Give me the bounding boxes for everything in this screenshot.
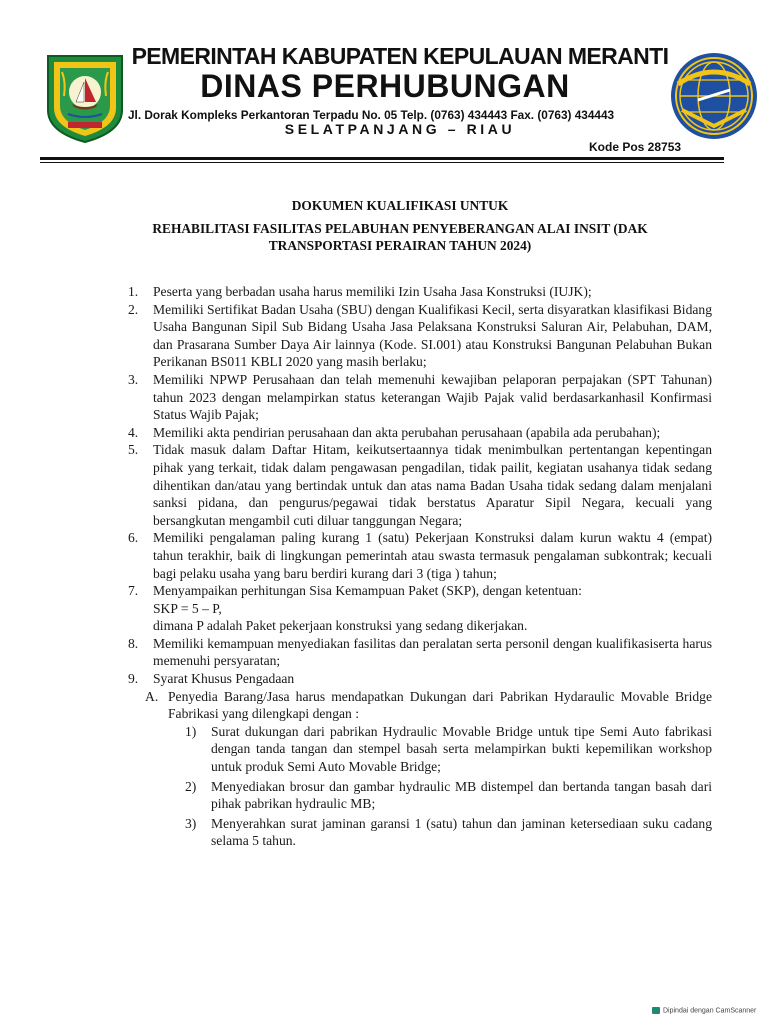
point-text: Surat dukungan dari pabrikan Hydraulic Movable Bridge untuk tipe Semi Auto fabrikasi dengan tanda tangan dan stempel basah serta melampirkan bukti kepemilikan workshop untuk produk Semi Auto Movable Bridge;	[211, 723, 712, 775]
list-item	[128, 371, 712, 424]
point-number: 1)	[185, 723, 197, 739]
list-item	[128, 529, 712, 582]
point-text: Menyediakan brosur dan gambar hydraulic MB distempel dan bertanda tangan basah dari pihak pabrikan hydraulic MB;	[211, 778, 712, 812]
letterhead-postal-code: Kode Pos 28753	[589, 140, 682, 154]
special-points	[168, 723, 712, 850]
item-text: Menyampaikan perhitungan Sisa Kemampuan Paket (SKP), dengan ketentuan:	[153, 583, 582, 599]
item-text: Tidak masuk dalam Daftar Hitam, keikutsertaannya tidak menimbulkan pertentangan kepentingan pihak yang terkait, tidak dalam pengawasan pengadilan, tidak pailit, kegiatan usahanya tidak sedang dihentikan dan/atau yang bertindak untuk dan atas nama Badan Usaha tidak sedang dalam menjalani sanksi pidana, dan pengurus/pegawai tidak berstatus Aparatur Sipil Negara, kecuali yang bersangkutan mengambil cuti diluar tanggungan Negara;	[153, 442, 712, 528]
letterhead-address: Jl. Dorak Kompleks Perkantoran Terpadu No. 05 Telp. (0763) 434443 Fax. (0763) 434443	[128, 108, 615, 122]
scanner-watermark	[652, 1007, 756, 1014]
item-number: 3.	[128, 371, 139, 387]
skp-formula: SKP = 5 – P,	[153, 600, 222, 616]
item-text: Peserta yang berbadan usaha harus memiliki Izin Usaha Jasa Konstruksi (IUJK);	[153, 284, 592, 299]
requirements-list	[128, 283, 712, 852]
list-item	[128, 441, 712, 529]
list-item	[128, 670, 712, 688]
point-text: Menyerahkan surat jaminan garansi 1 (satu) tahun dan jaminan ketersediaan suku cadang selama 5 tahun.	[211, 815, 712, 849]
letterhead-divider-thin	[40, 162, 724, 163]
watermark-text: Dipindai dengan CamScanner	[663, 1007, 757, 1015]
item-number: 1.	[128, 284, 139, 299]
special-point	[185, 723, 712, 776]
item-number: 9.	[128, 671, 139, 687]
sub-item-text: Penyedia Barang/Jasa harus mendapatkan Dukungan dari Pabrikan Hydaraulic Movable Bridge Fabrikasi yang dilengkapi dengan :	[168, 688, 712, 722]
special-point	[185, 778, 712, 813]
item-number: 4.	[128, 424, 139, 440]
item-text: Syarat Khusus Pengadaan	[153, 671, 295, 687]
camscanner-icon	[652, 1007, 660, 1014]
letterhead-government-name: PEMERINTAH KABUPATEN KEPULAUAN MERANTI	[131, 43, 669, 69]
document-subtitle-line1: REHABILITASI FASILITAS PELABUHAN PENYEBERANGAN ALAI INSIT (DAK	[152, 221, 648, 236]
item-number: 7.	[128, 583, 139, 599]
skp-formula-note: dimana P adalah Paket pekerjaan konstruksi yang sedang dikerjakan.	[153, 618, 528, 634]
item-text: Memiliki Sertifikat Badan Usaha (SBU) dengan Kualifikasi Kecil, serta disyaratkan klasifikasi Bidang Usaha Bangunan Sipil Sub Bidang Usaha Jasa Pelaksana Konstruksi Saluran Air, Pelabuhan, DAM, dan Prasarana Sumber Daya Air lainnya (Kode. SI.001) atau Konstruksi Bangunan Pelabuhan Bukan Perikanan BS011 KBLI 2020 yang masih berlaku;	[153, 301, 712, 370]
document-title: DOKUMEN KUALIFIKASI UNTUK	[291, 198, 509, 213]
list-item	[128, 635, 712, 670]
list-item	[128, 283, 712, 301]
letterhead-city: SELATPANJANG – RIAU	[284, 121, 516, 137]
special-requirement	[145, 688, 712, 723]
point-number: 3)	[185, 815, 197, 831]
item-number: 6.	[128, 530, 139, 546]
item-text: Memiliki pengalaman paling kurang 1 (satu) Pekerjaan Konstruksi dalam kurun waktu 4 (empat) tahun terakhir, baik di lingkungan pemerintah atau swasta termasuk pengalaman subkontrak; kecuali bagi pelaku usaha yang baru berdiri kurang dari 3 (tiga ) tahun;	[153, 530, 712, 581]
item-text: Memiliki kemampuan menyediakan fasilitas dan peralatan serta personil dengan kualifikasiserta harus memenuhi persyaratan;	[153, 635, 712, 669]
document-subtitle-line2: TRANSPORTASI PERAIRAN TAHUN 2024)	[268, 238, 532, 253]
item-number: 2.	[128, 301, 139, 317]
list-item	[128, 582, 712, 635]
item-number: 8.	[128, 635, 139, 651]
item-text: Memiliki NPWP Perusahaan dan telah memenuhi kewajiban pelaporan perpajakan (SPT Tahunan) tahun 2023 dengan melampirkan status keterangan Wajib Pajak valid berdasarkanhasil Konfirmasi Status Wajib Pajak;	[153, 371, 712, 423]
list-item	[128, 301, 712, 371]
letterhead-agency-name: DINAS PERHUBUNGAN	[200, 68, 570, 104]
sub-item-letter: A.	[145, 688, 159, 704]
item-number: 5.	[128, 442, 139, 458]
special-point	[185, 815, 712, 850]
list-item	[128, 424, 712, 442]
letterhead-divider-thick	[40, 157, 724, 160]
item-text: Memiliki akta pendirian perusahaan dan akta perubahan perusahaan (apabila ada perubahan);	[153, 424, 661, 440]
point-number: 2)	[185, 778, 197, 794]
